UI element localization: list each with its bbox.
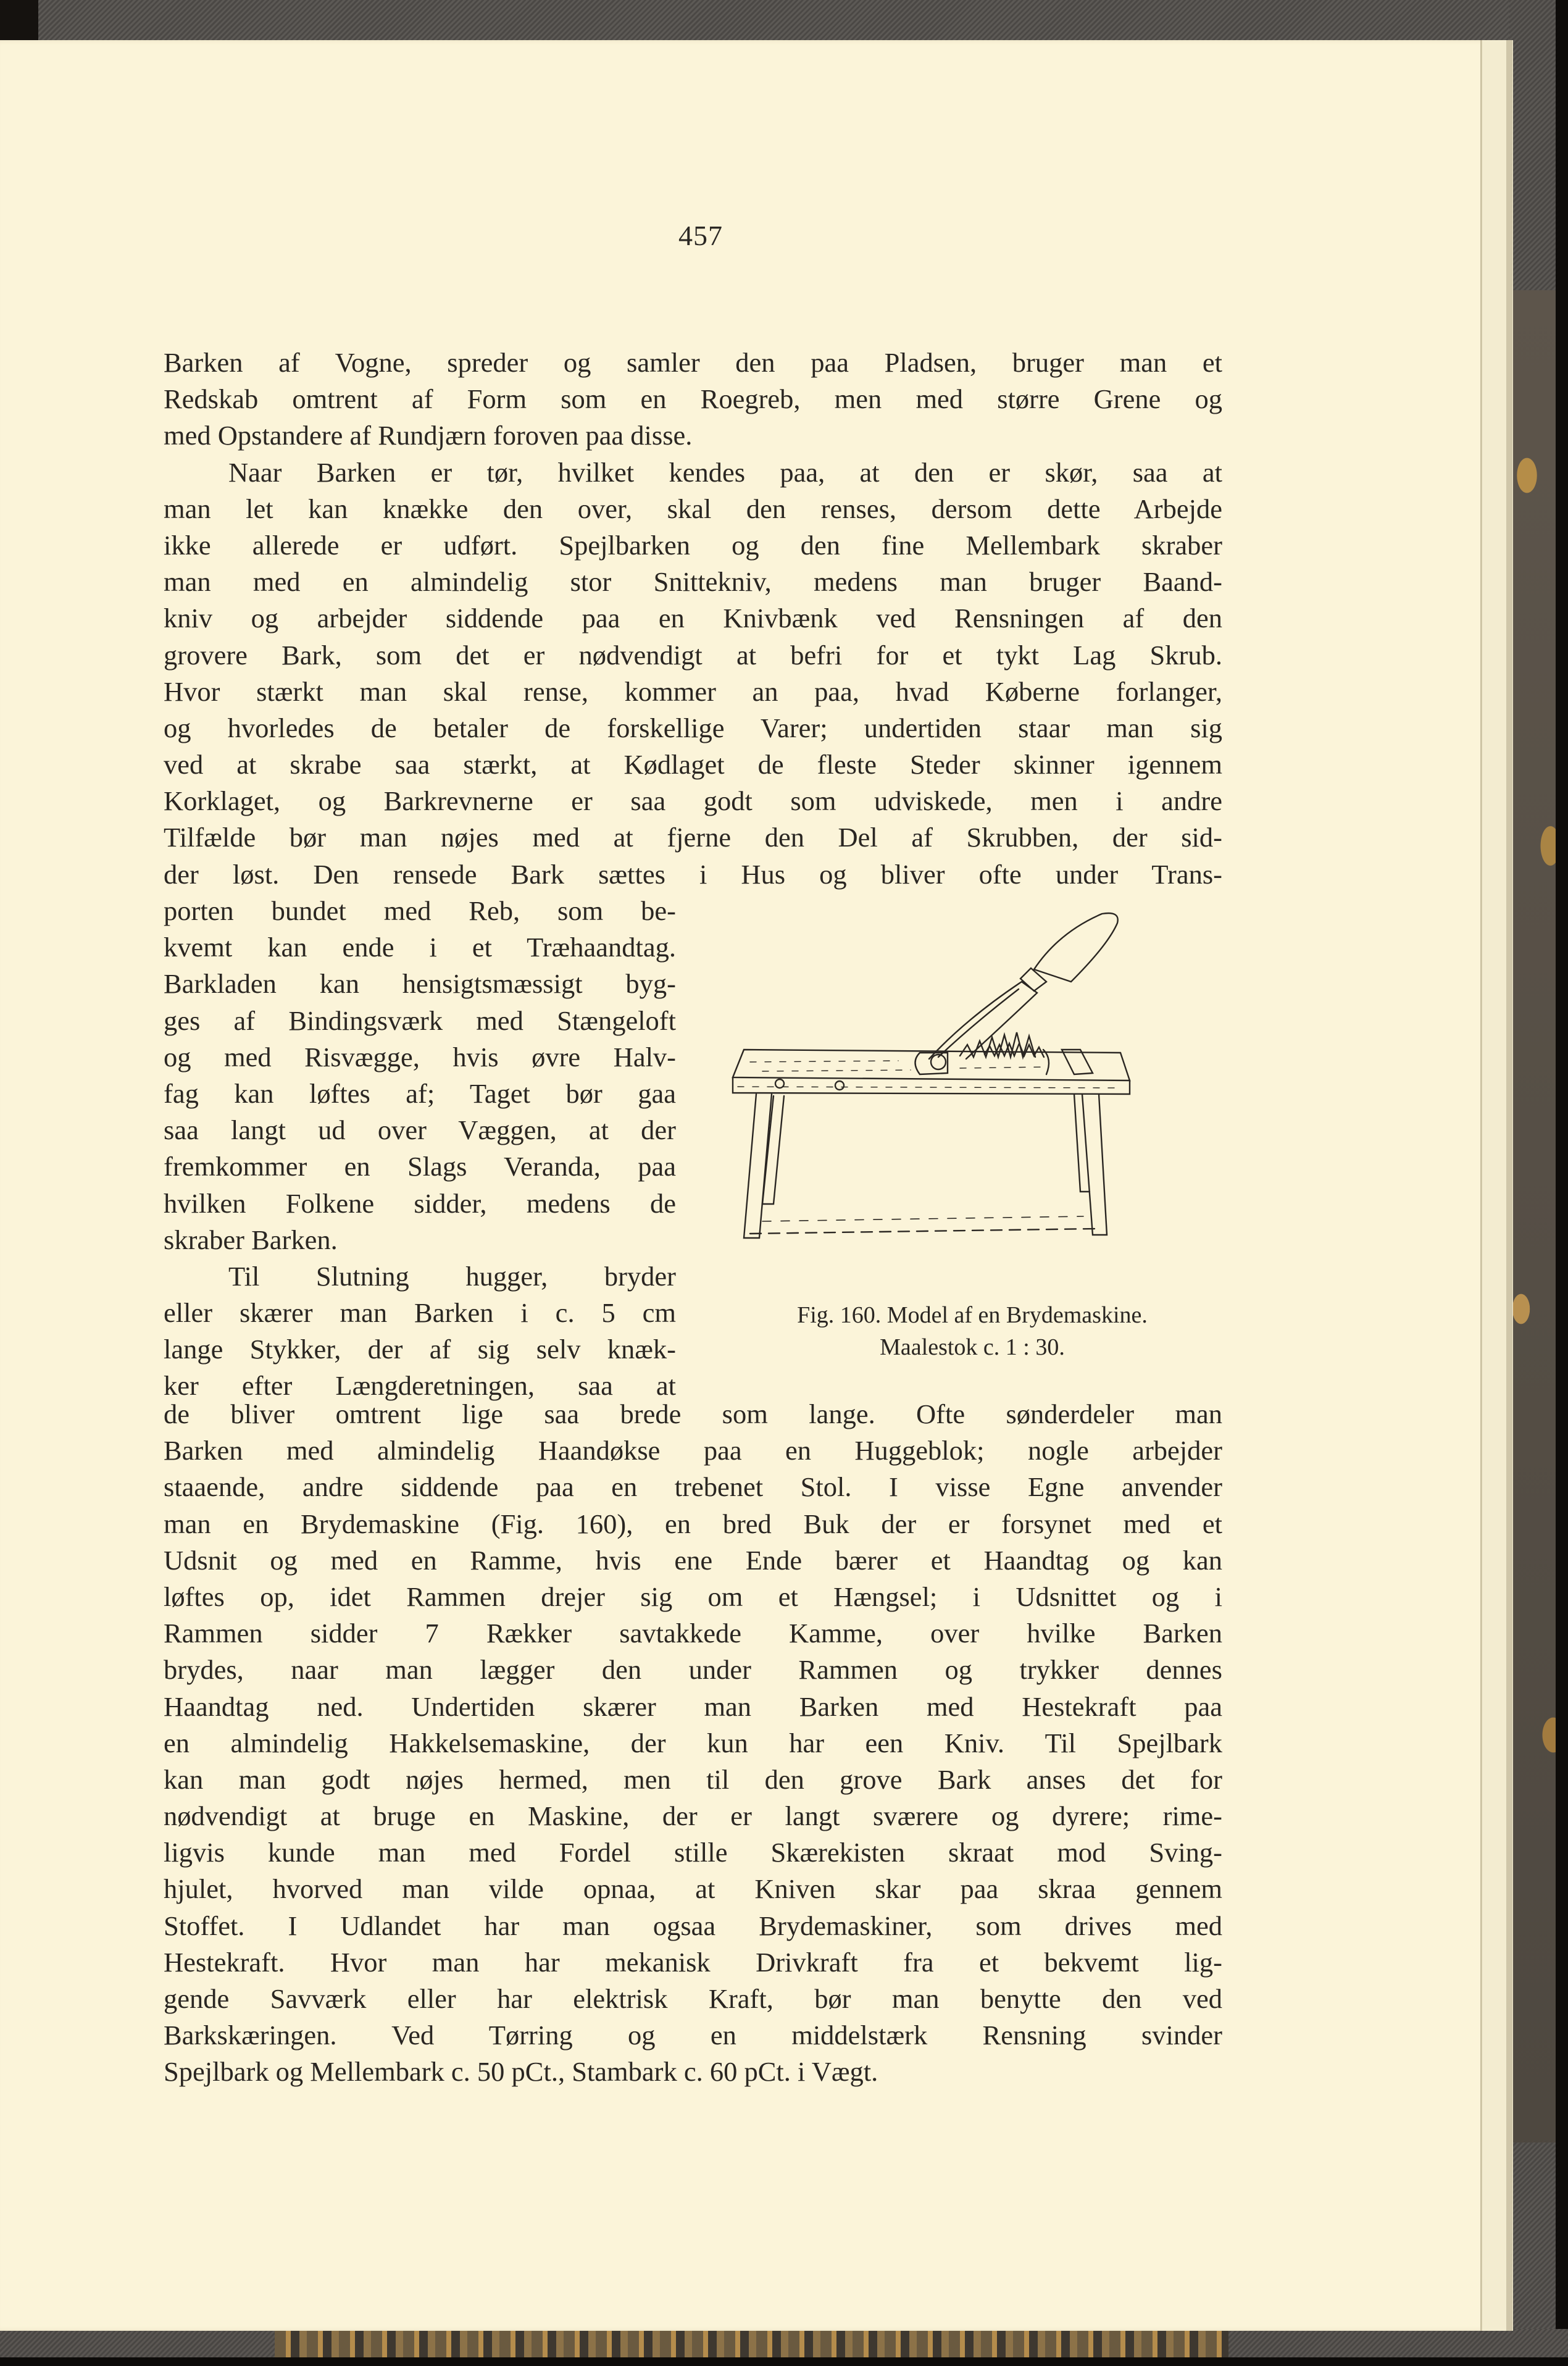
paragraph-block-1 — [164, 345, 1222, 893]
leg-back-left — [762, 1096, 784, 1204]
saw-teeth — [960, 1032, 1035, 1057]
text-line: lange Stykker, der af sig selv knæk- — [164, 1334, 676, 1365]
text-line: man let kan knække den over, skal den renses, dersom dette Arbejde — [164, 493, 1222, 524]
saw-teeth-lower — [985, 1043, 1044, 1057]
text-line: brydes, naar man lægger den under Rammen og trykker dennes — [164, 1654, 1222, 1686]
text-line: Udsnit og med en Ramme, hvis ene Ende bærer et Haandtag og kan — [164, 1544, 1222, 1576]
text-line: ligvis kunde man med Fordel stille Skærekisten skraat mod Sving- — [164, 1837, 1222, 1868]
handle — [1034, 913, 1118, 982]
text-line: hjulet, hvorved man vilde opnaa, at Kniven skar paa skraa gennem — [164, 1873, 1222, 1905]
text-line: der løst. Den rensede Bark sættes i Hus og bliver ofte under Trans- — [164, 858, 1222, 890]
text-line: ikke allerede er udført. Spejlbarken og den fine Mellembark skraber — [164, 529, 1222, 561]
text-line: man en Brydemaskine (Fig. 160), en bred Buk der er forsynet med et — [164, 1508, 1222, 1539]
paragraph-block-2 — [164, 893, 676, 1405]
text-line: løftes op, idet Rammen drejer sig om et Hængsel; i Udsnittet og i — [164, 1581, 1222, 1612]
text-line: gende Savværk eller har elektrisk Kraft, bør man benytte den ved — [164, 1983, 1222, 2014]
text-line: med Opstandere af Rundjærn foroven paa disse. — [164, 420, 693, 451]
text-line: grovere Bark, som det er nødvendigt at befri for et tykt Lag Skrub. — [164, 639, 1222, 671]
text-line: man med en almindelig stor Snittekniv, medens man bruger Baand- — [164, 566, 1222, 598]
text-line: og hvorledes de betaler de forskellige Varer; undertiden staar man sig — [164, 712, 1222, 743]
text-line: Hestekraft. Hvor man har mekanisk Drivkraft fra et bekvemt lig- — [164, 1946, 1222, 1978]
text-line: og med Risvægge, hvis øvre Halv- — [164, 1041, 676, 1072]
text-line: ges af Bindingsværk med Stængeloft — [164, 1005, 676, 1036]
text-line: porten bundet med Reb, som be- — [164, 895, 676, 926]
text-line: Stoffet. I Udlandet har man ogsaa Brydemaskiner, som drives med — [164, 1910, 1222, 1941]
text-line: en almindelig Hakkelsemaskine, der kun har een Kniv. Til Spejlbark — [164, 1727, 1222, 1758]
text-line: eller skærer man Barken i c. 5 cm — [164, 1297, 676, 1329]
peg-middle — [835, 1081, 844, 1090]
text-line: Rammen sidder 7 Rækker savtakkede Kamme, over hvilke Barken — [164, 1618, 1222, 1649]
figure-scale: Maalestok c. 1 : 30. — [880, 1334, 1065, 1360]
text-line: skraber Barken. — [164, 1224, 338, 1255]
page-outer-rim — [1506, 40, 1512, 2331]
bark-breaking-machine-illustration — [725, 895, 1219, 1297]
text-line: nødvendigt at bruge en Maskine, der er langt sværere og dyrere; rime- — [164, 1800, 1222, 1832]
cover-edge-bottom — [0, 2357, 1568, 2366]
text-line: kniv og arbejder siddende paa en Knivbænk ved Rensningen af den — [164, 603, 1222, 634]
ground-line — [750, 1229, 1096, 1234]
text-line: fremkommer en Slags Veranda, paa — [164, 1151, 676, 1182]
text-line: hvilken Folkene sidder, medens de — [164, 1187, 676, 1219]
book-cover-top — [0, 0, 1568, 43]
book-cover-right — [1509, 0, 1568, 2366]
leg-back-right — [1074, 1094, 1090, 1192]
text-line: fag kan løftes af; Taget bør gaa — [164, 1077, 676, 1109]
text-line: saa langt ud over Væggen, at der — [164, 1114, 676, 1146]
text-line: Haandtag ned. Undertiden skærer man Barken med Hestekraft paa — [164, 1691, 1222, 1722]
text-line: Redskab omtrent af Form som en Roegreb, men med større Grene og — [164, 383, 1222, 415]
text-line: de bliver omtrent lige saa brede som lange. Ofte sønderdeler man — [164, 1398, 1222, 1429]
figure-caption: Fig. 160. Model af en Brydemaskine. — [797, 1302, 1148, 1328]
cover-corner — [0, 0, 38, 40]
text-line: ker efter Længderetningen, saa at — [164, 1370, 676, 1402]
paragraph-block-3 — [164, 1396, 1222, 2091]
text-line: Tilfælde bør man nøjes med at fjerne den Del af Skrubben, der sid- — [164, 822, 1222, 853]
text-line: kvemt kan ende i et Træhaandtag. — [164, 932, 676, 963]
text-line: Barken med almindelig Haandøkse paa en Huggeblok; nogle arbejder — [164, 1435, 1222, 1466]
frame-right-end — [1043, 1050, 1049, 1074]
leg-front-left — [744, 1094, 772, 1238]
metal-strap — [1062, 1050, 1093, 1074]
cover-edge — [1556, 0, 1568, 2366]
leg-front-right — [1082, 1094, 1107, 1235]
text-line: Hvor stærkt man skal rense, kommer an paa, hvad Køberne forlanger, — [164, 675, 1222, 707]
text-line: Barkladen kan hensigtsmæssigt byg- — [164, 968, 676, 1000]
text-line: Spejlbark og Mellembark c. 50 pCt., Stambark c. 60 pCt. i Vægt. — [164, 2056, 878, 2088]
ground-line-2 — [762, 1216, 1083, 1221]
text-line: Naar Barken er tør, hvilket kendes paa, at den er skør, saa at — [228, 456, 1222, 488]
text-line: Korklaget, og Barkrevnerne er saa godt som udviskede, men i andre — [164, 785, 1222, 817]
figure-160 — [725, 895, 1219, 1365]
book-cover-bottom — [0, 2329, 1568, 2366]
text-line: Barken af Vogne, spreder og samler den paa Pladsen, bruger man et — [164, 347, 1222, 378]
text-line: Til Slutning hugger, bryder — [228, 1260, 676, 1292]
text-line: ved at skrabe saa stærkt, at Kødlaget de fleste Steder skinner igennem — [164, 749, 1222, 780]
page-number: 457 — [678, 220, 723, 251]
text-line: staaende, andre siddende paa en trebenet Stol. I visse Egne anvender — [164, 1471, 1222, 1503]
text-line: Barkskæringen. Ved Tørring og en middelstærk Rensning svinder — [164, 2020, 1222, 2051]
text-line: kan man godt nøjes hermed, men til den grove Bark anses det for — [164, 1763, 1222, 1795]
book-page — [0, 40, 1512, 2331]
